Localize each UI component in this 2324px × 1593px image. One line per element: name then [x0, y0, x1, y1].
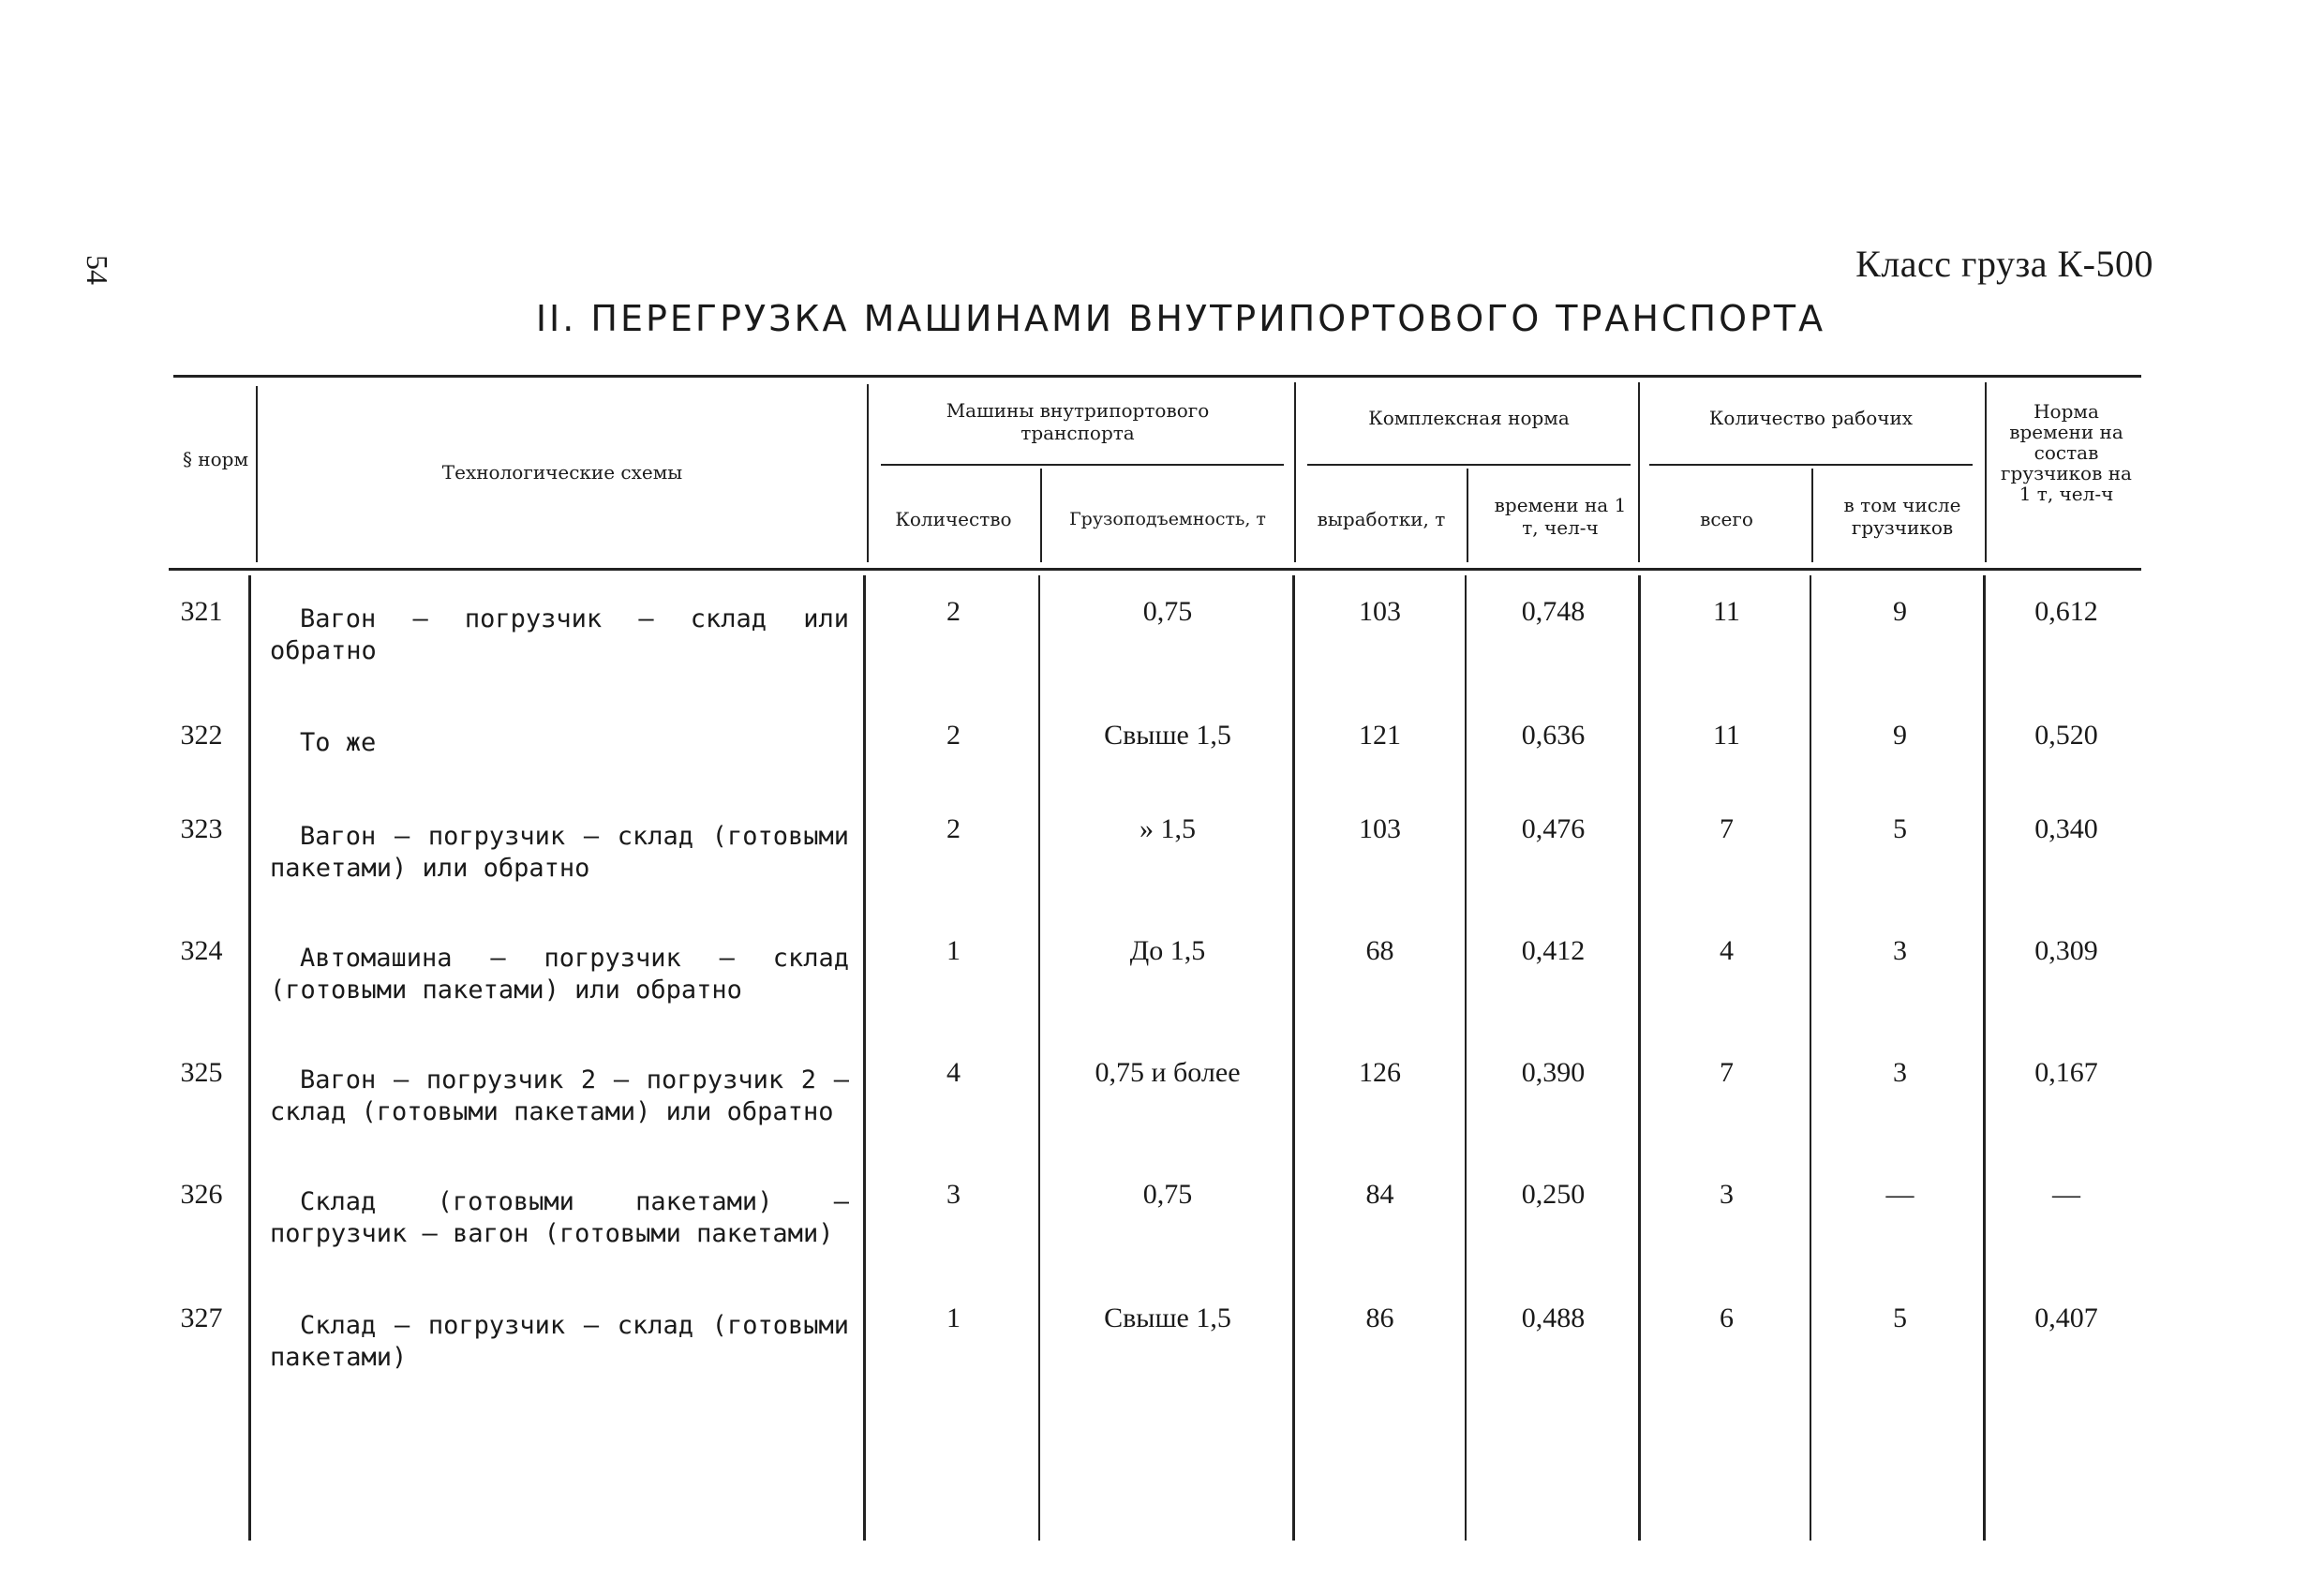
- cell-time: 0,476: [1521, 813, 1586, 844]
- cell-total: 4: [1720, 935, 1734, 966]
- page-number: 54: [81, 255, 114, 285]
- cell-time-norm: 0,167: [2034, 1057, 2098, 1088]
- cell-time-norm: 0,340: [2034, 813, 2098, 844]
- col-rule-2: [867, 384, 869, 562]
- cell-output: 84: [1365, 1179, 1394, 1210]
- cell-time: 0,748: [1521, 596, 1586, 627]
- cell-output: 86: [1365, 1303, 1394, 1333]
- cell-qty: 2: [946, 596, 961, 627]
- cell-scheme: Автомашина — погрузчик — склад (готовыми пакетами) или обратно: [270, 944, 849, 1005]
- cell-total: 6: [1720, 1303, 1734, 1333]
- cell-total: 3: [1720, 1179, 1734, 1210]
- cell-loaders: 3: [1893, 935, 1907, 966]
- col-rule-4: [1294, 382, 1296, 562]
- section-title-text: II. ПЕРЕГРУЗКА МАШИНАМИ ВНУТРИПОРТОВОГО ТРАНСПОРТА: [535, 298, 1826, 339]
- cell-output: 126: [1359, 1057, 1401, 1088]
- cell-norm: 325: [180, 1057, 223, 1088]
- col-rule-6: [1638, 382, 1640, 562]
- cell-qty: 1: [946, 935, 961, 966]
- cargo-class-label: Класс груза К-500: [1855, 243, 2153, 285]
- cell-capacity: » 1,5: [1140, 813, 1196, 844]
- cell-total: 11: [1713, 720, 1740, 751]
- header-time-per-t: времени на 1 т, чел-ч: [1494, 494, 1627, 539]
- cell-qty: 3: [946, 1179, 961, 1210]
- cell-capacity: До 1,5: [1129, 935, 1206, 966]
- header-output: выработки, т: [1317, 508, 1446, 530]
- col-rule-7: [1811, 469, 1813, 562]
- cell-output: 103: [1359, 596, 1401, 627]
- cell-capacity: 0,75: [1142, 596, 1193, 627]
- header-workers-loaders: в том числе грузчиков: [1843, 494, 1961, 539]
- cell-norm: 321: [180, 596, 223, 627]
- cell-norm: 323: [180, 813, 223, 844]
- section-title: [0, 298, 2324, 339]
- complex-subrule: [1307, 464, 1631, 466]
- col-rule-3b: [1038, 575, 1040, 1541]
- cell-time-norm: —: [2052, 1179, 2080, 1210]
- cell-time: 0,636: [1521, 720, 1586, 751]
- cell-scheme: Вагон — погрузчик — склад или обратно: [270, 604, 849, 665]
- col-rule-7b: [1810, 575, 1811, 1541]
- cell-time-norm: 0,309: [2034, 935, 2098, 966]
- cell-loaders: 9: [1893, 720, 1907, 751]
- cell-capacity: Свыше 1,5: [1104, 1303, 1231, 1333]
- header-workers-total: всего: [1700, 508, 1753, 530]
- cell-output: 121: [1359, 720, 1401, 751]
- cell-time-norm: 0,520: [2034, 720, 2098, 751]
- col-rule-8: [1985, 382, 1987, 562]
- table-top-rule: [173, 375, 2141, 378]
- cell-loaders: 5: [1893, 813, 1907, 844]
- cell-time-norm: 0,612: [2034, 596, 2098, 627]
- header-machines-capacity: Грузоподъемность, т: [1069, 509, 1266, 529]
- cell-time-norm: 0,407: [2034, 1303, 2098, 1333]
- cell-time: 0,250: [1521, 1179, 1586, 1210]
- col-rule-3: [1040, 469, 1042, 562]
- workers-subrule: [1649, 464, 1973, 466]
- cell-capacity: 0,75: [1142, 1179, 1193, 1210]
- cell-scheme: То же: [300, 728, 377, 757]
- cell-scheme: Вагон — погрузчик — склад (готовыми пакетами) или обратно: [270, 822, 849, 883]
- cell-qty: 1: [946, 1303, 961, 1333]
- cell-output: 103: [1359, 813, 1401, 844]
- cell-total: 11: [1713, 596, 1740, 627]
- header-norm: § норм: [182, 448, 249, 470]
- cell-time: 0,390: [1521, 1057, 1586, 1088]
- cell-norm: 322: [180, 720, 223, 751]
- header-complex-norm: Комплексная норма: [1368, 407, 1570, 429]
- cell-loaders: 3: [1893, 1057, 1907, 1088]
- cell-norm: 326: [180, 1179, 223, 1210]
- cell-qty: 4: [946, 1057, 961, 1088]
- col-rule-1: [256, 386, 258, 562]
- col-rule-4b: [1292, 575, 1295, 1541]
- cell-capacity: 0,75 и более: [1095, 1057, 1241, 1088]
- col-rule-5b: [1465, 575, 1467, 1541]
- header-machines: Машины внутрипортового транспорта: [946, 399, 1210, 444]
- cell-scheme: Склад (готовыми пакетами) — погрузчик — вагон (готовыми пакетами): [270, 1187, 849, 1248]
- cell-capacity: Свыше 1,5: [1104, 720, 1231, 751]
- cell-time: 0,488: [1521, 1303, 1586, 1333]
- cell-loaders: —: [1885, 1179, 1914, 1210]
- cell-norm: 327: [180, 1303, 223, 1333]
- header-workers: Количество рабочих: [1708, 407, 1914, 429]
- col-rule-5: [1467, 469, 1468, 562]
- machines-subrule: [881, 464, 1284, 466]
- cell-loaders: 5: [1893, 1303, 1907, 1333]
- header-bottom-rule: [169, 568, 2141, 571]
- cell-time: 0,412: [1521, 935, 1586, 966]
- header-machines-qty: Количество: [895, 508, 1012, 530]
- cell-loaders: 9: [1893, 596, 1907, 627]
- cell-scheme: Склад — погрузчик — склад (готовыми пакетами): [270, 1311, 849, 1372]
- col-rule-6b: [1638, 575, 1641, 1541]
- col-rule-2b: [863, 575, 866, 1541]
- col-rule-8b: [1983, 575, 1986, 1541]
- cell-total: 7: [1720, 1057, 1734, 1088]
- cell-scheme: Вагон — погрузчик 2 — погрузчик 2 — склад (готовыми пакетами) или обратно: [270, 1065, 849, 1126]
- cell-qty: 2: [946, 813, 961, 844]
- cell-norm: 324: [180, 935, 223, 966]
- cell-output: 68: [1365, 935, 1394, 966]
- cell-qty: 2: [946, 720, 961, 751]
- cell-total: 7: [1720, 813, 1734, 844]
- header-schemes: Технологические схемы: [441, 461, 683, 484]
- col-rule-1b: [248, 575, 251, 1541]
- header-time-norm: Норма времени на состав грузчиков на 1 т, чел-ч: [2001, 400, 2132, 505]
